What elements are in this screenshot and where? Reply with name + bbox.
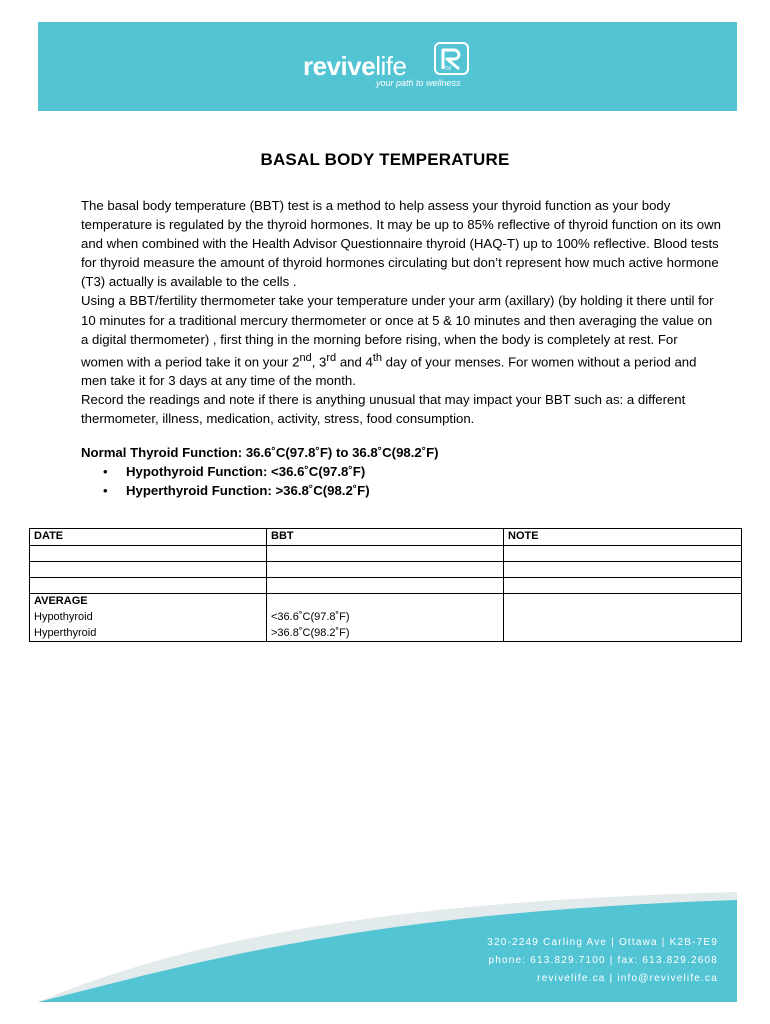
hypothyroid-note[interactable] — [504, 610, 742, 626]
column-header-date: DATE — [30, 529, 267, 546]
table-row — [30, 562, 742, 578]
bullet-icon: • — [103, 464, 108, 480]
normal-range: Normal Thyroid Function: 36.6˚C(97.8˚F) to 36.8˚C(98.2˚F) — [81, 445, 439, 460]
hyperthyroid-value: >36.8˚C(98.2˚F) — [267, 626, 504, 642]
intro-text — [81, 196, 721, 429]
hypothyroid-label: Hypothyroid — [30, 610, 267, 626]
table-header-row — [30, 529, 742, 546]
logo-trademark: TM — [444, 66, 452, 72]
footer-phone: phone: 613.829.7100 | fax: 613.829.2608 — [488, 955, 718, 966]
bbt-cell[interactable] — [267, 546, 504, 562]
note-cell[interactable] — [504, 546, 742, 562]
column-header-note: NOTE — [504, 529, 742, 546]
logo-wordmark: revivelife — [303, 51, 407, 81]
average-bbt-cell[interactable] — [267, 594, 504, 610]
date-cell[interactable] — [30, 562, 267, 578]
list-item: • Hyperthyroid Function: >36.8˚C(98.2˚F) — [81, 481, 439, 500]
bbt-log-table — [29, 528, 742, 642]
range-list — [81, 462, 439, 500]
footer-web: revivelife.ca | info@revivelife.ca — [537, 973, 718, 984]
table-row — [30, 546, 742, 562]
average-label: AVERAGE — [30, 594, 267, 610]
bullet-icon: • — [103, 483, 108, 499]
average-row — [30, 594, 742, 610]
thyroid-ranges — [81, 443, 439, 500]
paragraph-instructions: Using a BBT/fertility thermometer take your temperature under your arm (axillary) (by holding it there until for 10 minutes for a traditional mercury thermometer or once at 5 & 10 minutes and then averaging the value on a digital thermometer) , first thing in the morning before rising, when the body is completely at rest. For women with a period take it on your 2nd, 3rd and 4th day of your menses. For women without a period and men take it for 3 days at any time of the month. — [81, 293, 714, 389]
paragraph-record: Record the readings and note if there is anything unusual that may impact your BBT such as: a different thermometer, illness, medication, activity, stress, food consumption. — [81, 392, 686, 427]
hyperthyroid-label: Hyperthyroid — [30, 626, 267, 642]
page-title: BASAL BODY TEMPERATURE — [260, 150, 510, 169]
bbt-cell[interactable] — [267, 562, 504, 578]
logo-tagline: your path to wellness — [376, 78, 461, 88]
footer-address: 320-2249 Carling Ave | Ottawa | K2B-7E9 — [487, 937, 718, 948]
hyperthyroid-note[interactable] — [504, 626, 742, 642]
note-cell[interactable] — [504, 562, 742, 578]
date-cell[interactable] — [30, 546, 267, 562]
column-header-bbt: BBT — [267, 529, 504, 546]
logo-r-icon — [434, 42, 469, 75]
paragraph-bbt-description: The basal body temperature (BBT) test is a method to help assess your thyroid function as your body temperature is regulated by the thyroid hormones. It may be up to 85% reflective of thyroid function on its own and when combined with the Health Advisor Questionnaire thyroid (HAQ-T) up to 100% reflective. Blood tests for thyroid measure the amount of thyroid hormones circulating but don’t represent how much active hormone (T3) actually is available to the cells . — [81, 198, 721, 290]
list-item: • Hypothyroid Function: <36.6˚C(97.8˚F) — [81, 462, 439, 481]
note-cell[interactable] — [504, 578, 742, 594]
table-row — [30, 578, 742, 594]
average-note-cell[interactable] — [504, 594, 742, 610]
bbt-cell[interactable] — [267, 578, 504, 594]
date-cell[interactable] — [30, 578, 267, 594]
table-row — [30, 626, 742, 642]
table-row — [30, 610, 742, 626]
hypothyroid-value: <36.6˚C(97.8˚F) — [267, 610, 504, 626]
